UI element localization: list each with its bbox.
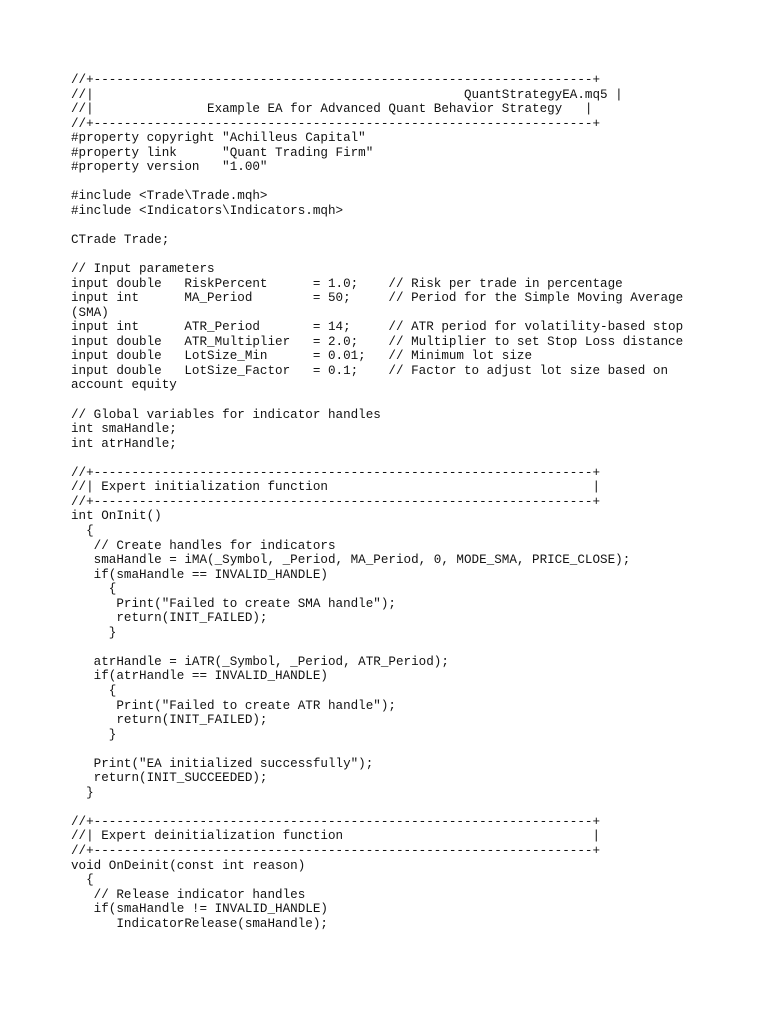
code-line: //+------------------------------------------------------------------+ [71, 843, 601, 858]
code-line: #property copyright "Achilleus Capital" [71, 131, 366, 146]
code-line: } [71, 625, 117, 640]
code-line: input double RiskPercent = 1.0; // Risk per trade in percentage [71, 276, 623, 291]
code-line: input double LotSize_Min = 0.01; // Minimum lot size [71, 349, 533, 364]
code-line: return(INIT_FAILED); [71, 713, 268, 728]
code-line: if(atrHandle == INVALID_HANDLE) [71, 669, 328, 684]
code-line: if(smaHandle == INVALID_HANDLE) [71, 567, 328, 582]
code-line: smaHandle = iMA(_Symbol, _Period, MA_Period, 0, MODE_SMA, PRICE_CLOSE); [71, 553, 631, 568]
mql5-source-code [71, 73, 683, 931]
code-line: #property link "Quant Trading Firm" [71, 145, 374, 160]
code-line: Print("Failed to create SMA handle"); [71, 596, 396, 611]
code-line: CTrade Trade; [71, 233, 170, 248]
code-line: { [71, 873, 94, 888]
code-line: { [71, 582, 117, 597]
code-line: } [71, 727, 117, 742]
code-line: { [71, 683, 117, 698]
code-line: int atrHandle; [71, 436, 177, 451]
code-line [71, 218, 683, 233]
code-line: account equity [71, 378, 177, 393]
code-line: //+------------------------------------------------------------------+ [71, 494, 601, 509]
code-line [71, 393, 683, 408]
code-line [71, 175, 683, 190]
code-line: int smaHandle; [71, 422, 177, 437]
code-line: //| QuantStrategyEA.mq5 | [71, 87, 623, 102]
code-line: void OnDeinit(const int reason) [71, 858, 306, 873]
code-line: { [71, 523, 94, 538]
code-line [71, 248, 683, 263]
code-line: IndicatorRelease(smaHandle); [71, 916, 328, 931]
code-line: //+------------------------------------------------------------------+ [71, 73, 601, 87]
code-line [71, 742, 683, 757]
code-line: atrHandle = iATR(_Symbol, _Period, ATR_Period); [71, 654, 449, 669]
code-line: //| Example EA for Advanced Quant Behavior Strategy | [71, 102, 593, 117]
code-line: // Release indicator handles [71, 887, 306, 902]
code-line: if(smaHandle != INVALID_HANDLE) [71, 902, 328, 917]
code-line: (SMA) [71, 305, 109, 320]
code-line: // Create handles for indicators [71, 538, 336, 553]
code-line: Print("Failed to create ATR handle"); [71, 698, 396, 713]
code-line: //+------------------------------------------------------------------+ [71, 465, 601, 480]
code-line: //| Expert initialization function | [71, 480, 601, 495]
code-line: input int ATR_Period = 14; // ATR period for volatility-based stop [71, 320, 684, 335]
code-line: //| Expert deinitialization function | [71, 829, 601, 844]
code-line: // Input parameters [71, 262, 215, 277]
code-line: input double ATR_Multiplier = 2.0; // Multiplier to set Stop Loss distance [71, 334, 684, 349]
code-line [71, 451, 683, 466]
code-line: return(INIT_FAILED); [71, 611, 268, 626]
code-line: } [71, 785, 94, 800]
code-line [71, 800, 683, 815]
code-line: #property version "1.00" [71, 160, 268, 175]
code-line: input int MA_Period = 50; // Period for the Simple Moving Average [71, 291, 684, 306]
code-line [71, 640, 683, 655]
code-line: return(INIT_SUCCEEDED); [71, 771, 268, 786]
code-line: //+------------------------------------------------------------------+ [71, 814, 601, 829]
code-line: #include <Indicators\Indicators.mqh> [71, 203, 344, 218]
code-line: //+------------------------------------------------------------------+ [71, 116, 601, 131]
code-line: input double LotSize_Factor = 0.1; // Factor to adjust lot size based on [71, 363, 669, 378]
code-line: Print("EA initialized successfully"); [71, 756, 374, 771]
code-line: // Global variables for indicator handles [71, 407, 381, 422]
code-line: int OnInit() [71, 509, 162, 524]
code-line: #include <Trade\Trade.mqh> [71, 189, 268, 204]
